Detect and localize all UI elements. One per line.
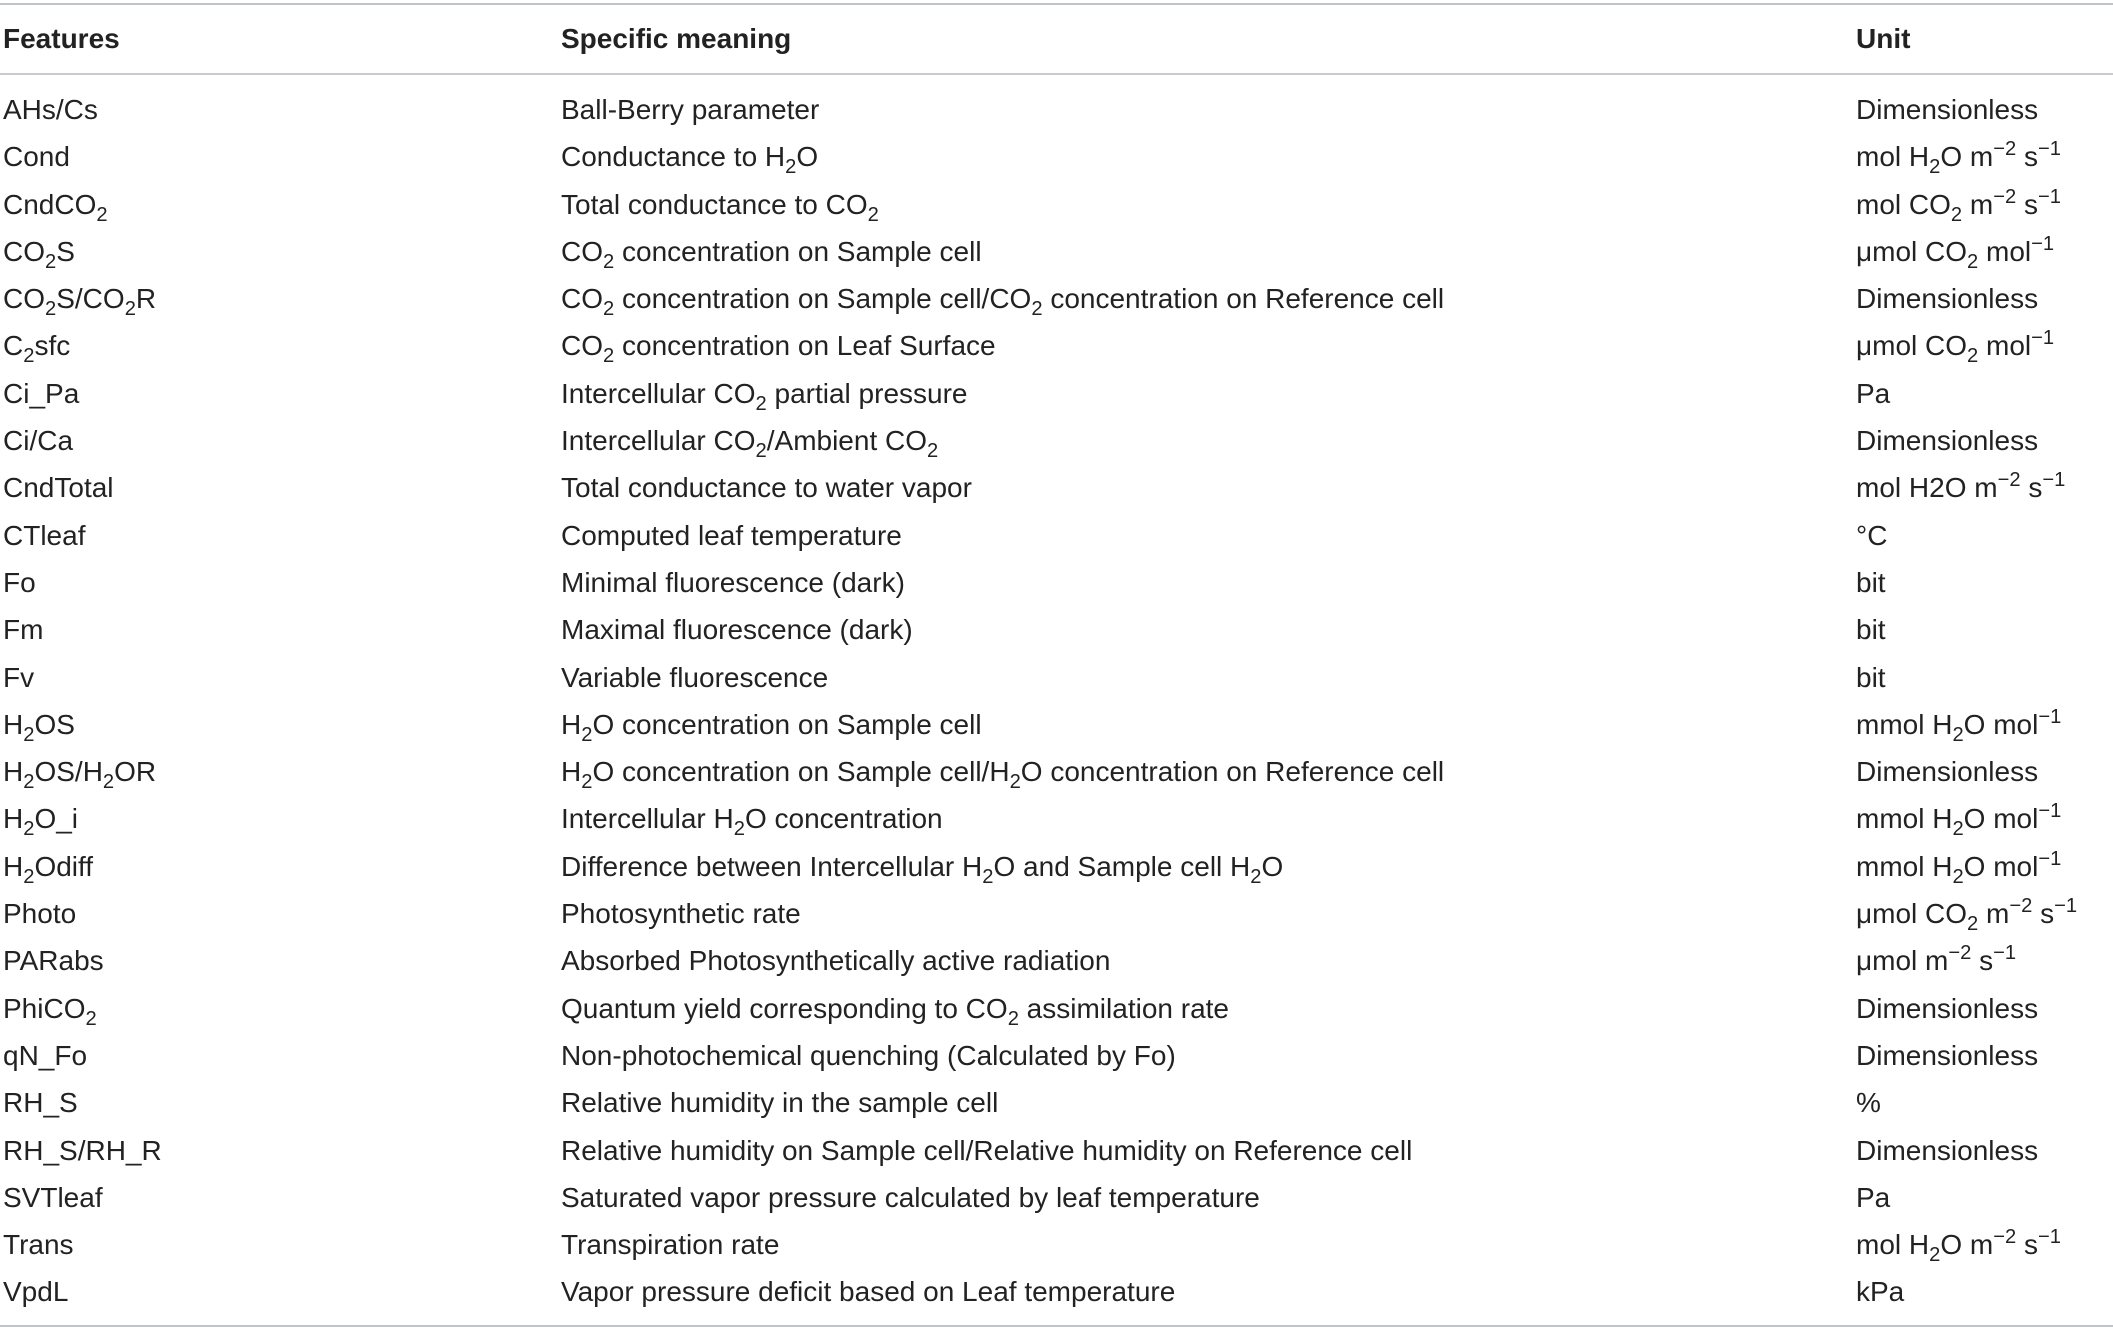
cell-feature: PhiCO$_2$ — [3, 992, 97, 1030]
cell-meaning: $H_2O$ concentration on Sample cell — [561, 708, 982, 746]
table-body — [0, 86, 2113, 1316]
cell-feature: Ci/Ca — [3, 425, 74, 457]
table-row — [0, 606, 2113, 653]
cell-unit: mmol $H_2O$ mol$^{-1}$ — [1856, 800, 2062, 841]
cell-feature: $H_2Odiff$ — [3, 850, 94, 888]
cell-meaning: Total conductance to water vapor — [561, 472, 972, 504]
cell-unit: Dimensionless — [1856, 425, 2039, 457]
table-row — [0, 181, 2113, 228]
cell-unit: Pa — [1856, 1181, 1891, 1213]
cell-feature: $C_2sfc$ — [3, 330, 71, 368]
cell-unit: mmol $H_2O$ mol$^{-1}$ — [1856, 705, 2062, 746]
cell-unit: kPa — [1856, 1276, 1905, 1308]
cell-unit: mmol $H_2O$ mol$^{-1}$ — [1856, 847, 2062, 888]
cell-feature: VpdL — [3, 1276, 69, 1308]
cell-meaning: Intercellular $H_2O$ concentration — [561, 803, 943, 841]
table-row — [0, 1221, 2113, 1268]
cell-unit: mol $CO_2$ $m^{-2}$ $s^{-1}$ — [1856, 185, 2061, 226]
cell-unit: Dimensionless — [1856, 992, 2039, 1024]
table-bottom-rule — [0, 1325, 2113, 1327]
header-unit: Unit — [1856, 23, 1911, 54]
cell-meaning: Vapor pressure deficit based on Leaf temperature — [561, 1276, 1176, 1308]
cell-unit: °C — [1856, 519, 1888, 551]
cell-meaning: Conductance to $H_2O$ — [561, 141, 819, 179]
cell-meaning: Non-photochemical quenching (Calculated by Fo) — [561, 1039, 1176, 1071]
cell-unit: Dimensionless — [1856, 1134, 2039, 1166]
table-row — [0, 322, 2113, 369]
cell-feature: Photo — [3, 898, 77, 930]
table-row — [0, 133, 2113, 180]
cell-meaning: Transpiration rate — [561, 1229, 780, 1261]
cell-meaning: Variable fluorescence — [561, 661, 829, 693]
cell-unit: mol H2O $m^{-2}$ $s^{-1}$ — [1856, 469, 2066, 504]
cell-feature: CTleaf — [3, 519, 86, 551]
cell-unit: bit — [1856, 661, 1886, 693]
cell-feature: qN_Fo — [3, 1039, 88, 1071]
cell-meaning: Relative humidity in the sample cell — [561, 1087, 999, 1119]
cell-unit: Dimensionless — [1856, 94, 2039, 125]
table-row — [0, 985, 2113, 1032]
cell-meaning: Total conductance to $CO_2$ — [561, 188, 879, 226]
table-row — [0, 1268, 2113, 1315]
cell-unit: mol $H_2O$ $m^{-2}$ $s^{-1}$ — [1856, 1226, 2061, 1267]
header-features: Features — [3, 23, 120, 54]
cell-feature: $H_2OS/H_2OR$ — [3, 756, 157, 794]
cell-feature: RH_S — [3, 1087, 78, 1119]
table-row — [0, 1079, 2113, 1126]
cell-unit: μmol $CO_2$ mol$^{-1}$ — [1856, 327, 2055, 368]
table-row — [0, 1032, 2113, 1079]
table-header-row — [0, 14, 2113, 64]
table-row — [0, 512, 2113, 559]
cell-meaning: Relative humidity on Sample cell/Relative humidity on Reference cell — [561, 1134, 1413, 1166]
table-row — [0, 701, 2113, 748]
cell-meaning: Photosynthetic rate — [561, 898, 801, 930]
cell-unit: bit — [1856, 566, 1886, 598]
cell-feature: PARabs — [3, 945, 104, 977]
cell-feature: Fv — [3, 661, 35, 693]
cell-meaning: $CO_2$ concentration on Sample cell — [561, 235, 982, 273]
cell-meaning: Minimal fluorescence (dark) — [561, 566, 905, 598]
table-row — [0, 1127, 2113, 1174]
table-header-rule — [0, 73, 2113, 75]
cell-unit: bit — [1856, 614, 1886, 646]
table-row — [0, 654, 2113, 701]
table-row — [0, 86, 2113, 133]
cell-feature: Fm — [3, 614, 44, 646]
cell-unit: μmol $CO_2$ $m^{-2}$ $s^{-1}$ — [1856, 894, 2078, 936]
cell-unit: μmol $m^{-2}$ $s^{-1}$ — [1856, 942, 2017, 977]
table-row — [0, 275, 2113, 322]
table-row — [0, 937, 2113, 984]
cell-unit: mol $H_2O$ $m^{-2}$ $s^{-1}$ — [1856, 138, 2061, 179]
cell-unit: μmol $CO_2$ mol$^{-1}$ — [1856, 232, 2055, 273]
cell-feature: Trans — [3, 1229, 74, 1261]
header-specific-meaning: Specific meaning — [561, 23, 792, 54]
cell-feature: SVTleaf — [3, 1181, 103, 1213]
cell-feature: $H_2OS$ — [3, 708, 75, 746]
cell-meaning: Difference between Intercellular $H_2O$ and Sample cell $H_2O$ — [561, 850, 1284, 888]
cell-meaning: Computed leaf temperature — [561, 519, 902, 551]
cell-unit: Pa — [1856, 377, 1891, 409]
table-row — [0, 228, 2113, 275]
cell-meaning: Intercellular $CO_2$/Ambient $CO_2$ — [561, 425, 939, 463]
cell-unit: % — [1856, 1087, 1881, 1119]
cell-unit: Dimensionless — [1856, 1039, 2039, 1071]
cell-feature: CndTotal — [3, 472, 114, 504]
cell-meaning: $CO_2$ concentration on Sample cell/$CO_2$ concentration on Reference cell — [561, 283, 1445, 321]
cell-feature: CndCO$_2$ — [3, 188, 108, 226]
table-row — [0, 559, 2113, 606]
cell-meaning: $H_2O$ concentration on Sample cell/$H_2O$ concentration on Reference cell — [561, 756, 1445, 794]
cell-feature: $CO_2S/CO_2R$ — [3, 283, 157, 321]
cell-feature: Ci_Pa — [3, 377, 80, 409]
cell-meaning: Maximal fluorescence (dark) — [561, 614, 913, 646]
table-row — [0, 843, 2113, 890]
table-row — [0, 464, 2113, 511]
cell-meaning: Quantum yield corresponding to $CO_2$ assimilation rate — [561, 992, 1229, 1030]
cell-meaning: Intercellular $CO_2$ partial pressure — [561, 377, 968, 415]
cell-feature: $H_2O\_i$ — [3, 803, 79, 841]
cell-meaning: $CO_2$ concentration on Leaf Surface — [561, 330, 996, 368]
cell-meaning: Absorbed Photosynthetically active radiation — [561, 945, 1111, 977]
table-row — [0, 795, 2113, 842]
cell-unit: Dimensionless — [1856, 283, 2039, 315]
cell-feature: Cond — [3, 141, 70, 173]
table-row — [0, 890, 2113, 937]
cell-meaning: Saturated vapor pressure calculated by leaf temperature — [561, 1181, 1260, 1213]
cell-unit: Dimensionless — [1856, 756, 2039, 788]
table-top-rule — [0, 3, 2113, 5]
table-row — [0, 370, 2113, 417]
cell-meaning: Ball-Berry parameter — [561, 94, 820, 125]
cell-feature: $CO_2S$ — [3, 235, 75, 273]
cell-feature: AHs/Cs — [3, 94, 98, 125]
table-row — [0, 1174, 2113, 1221]
table-row — [0, 748, 2113, 795]
cell-feature: RH_S/RH_R — [3, 1134, 162, 1166]
table-row — [0, 417, 2113, 464]
cell-feature: Fo — [3, 566, 36, 598]
